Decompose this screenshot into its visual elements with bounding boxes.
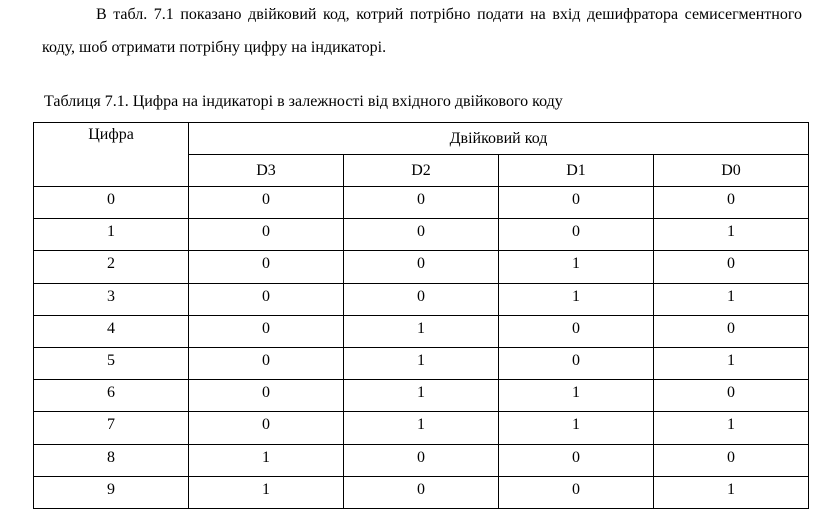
table-row bbox=[34, 380, 809, 412]
bit-cell: 0 bbox=[344, 251, 499, 283]
intro-paragraph: В табл. 7.1 показано двійковий код, котрий потрібно подати на вхід дешифратора семисегментного коду, шоб отримати потрібну цифру на індикаторі. bbox=[42, 6, 802, 56]
bit-cell: 1 bbox=[654, 283, 809, 315]
bit-cell: 0 bbox=[344, 219, 499, 251]
bit-cell: 0 bbox=[189, 187, 344, 219]
digit-cell: 9 bbox=[34, 476, 189, 508]
digit-cell: 5 bbox=[34, 347, 189, 379]
bit-cell: 1 bbox=[654, 412, 809, 444]
bit-cell: 0 bbox=[344, 476, 499, 508]
bit-cell: 0 bbox=[654, 380, 809, 412]
digit-cell: 8 bbox=[34, 444, 189, 476]
table-row bbox=[34, 315, 809, 347]
digit-cell: 7 bbox=[34, 412, 189, 444]
bit-header-d3: D3 bbox=[189, 155, 344, 187]
binary-code-table bbox=[33, 122, 809, 509]
bit-cell: 0 bbox=[499, 476, 654, 508]
bit-cell: 0 bbox=[189, 283, 344, 315]
bit-cell: 1 bbox=[344, 315, 499, 347]
digit-cell: 0 bbox=[34, 187, 189, 219]
bit-cell: 1 bbox=[499, 412, 654, 444]
bit-header-d1: D1 bbox=[499, 155, 654, 187]
table-row bbox=[34, 251, 809, 283]
bit-cell: 0 bbox=[654, 251, 809, 283]
bit-cell: 0 bbox=[654, 187, 809, 219]
table-row bbox=[34, 444, 809, 476]
bit-cell: 0 bbox=[189, 347, 344, 379]
digit-column-header: Цифра bbox=[34, 123, 189, 187]
bit-cell: 1 bbox=[654, 219, 809, 251]
bit-cell: 1 bbox=[189, 476, 344, 508]
bit-cell: 1 bbox=[499, 283, 654, 315]
bit-cell: 0 bbox=[189, 251, 344, 283]
table-row bbox=[34, 283, 809, 315]
table-row bbox=[34, 476, 809, 508]
digit-cell: 3 bbox=[34, 283, 189, 315]
table-row bbox=[34, 187, 809, 219]
bit-cell: 1 bbox=[189, 444, 344, 476]
bit-cell: 0 bbox=[654, 444, 809, 476]
bit-cell: 0 bbox=[344, 283, 499, 315]
bit-cell: 0 bbox=[344, 187, 499, 219]
bit-header-d2: D2 bbox=[344, 155, 499, 187]
bit-header-d0: D0 bbox=[654, 155, 809, 187]
bit-cell: 1 bbox=[344, 412, 499, 444]
bit-cell: 0 bbox=[499, 315, 654, 347]
bit-cell: 1 bbox=[344, 347, 499, 379]
bit-cell: 1 bbox=[344, 380, 499, 412]
table-row bbox=[34, 219, 809, 251]
table-row bbox=[34, 412, 809, 444]
bit-cell: 0 bbox=[189, 380, 344, 412]
bit-cell: 0 bbox=[189, 412, 344, 444]
digit-cell: 2 bbox=[34, 251, 189, 283]
table-header-row bbox=[34, 123, 809, 155]
bit-cell: 0 bbox=[499, 347, 654, 379]
bit-cell: 1 bbox=[654, 347, 809, 379]
digit-cell: 4 bbox=[34, 315, 189, 347]
bit-cell: 0 bbox=[189, 315, 344, 347]
table-caption: Таблиця 7.1. Цифра на індикаторі в залежності від вхідного двійкового коду bbox=[44, 93, 563, 110]
binary-code-header: Двійковий код bbox=[189, 123, 809, 155]
digit-cell: 6 bbox=[34, 380, 189, 412]
bit-cell: 1 bbox=[499, 251, 654, 283]
bit-cell: 0 bbox=[499, 219, 654, 251]
bit-cell: 1 bbox=[654, 476, 809, 508]
bit-cell: 0 bbox=[189, 219, 344, 251]
table-row bbox=[34, 347, 809, 379]
bit-cell: 0 bbox=[499, 444, 654, 476]
bit-cell: 0 bbox=[654, 315, 809, 347]
digit-cell: 1 bbox=[34, 219, 189, 251]
bit-cell: 0 bbox=[499, 187, 654, 219]
bit-cell: 0 bbox=[344, 444, 499, 476]
bit-cell: 1 bbox=[499, 380, 654, 412]
